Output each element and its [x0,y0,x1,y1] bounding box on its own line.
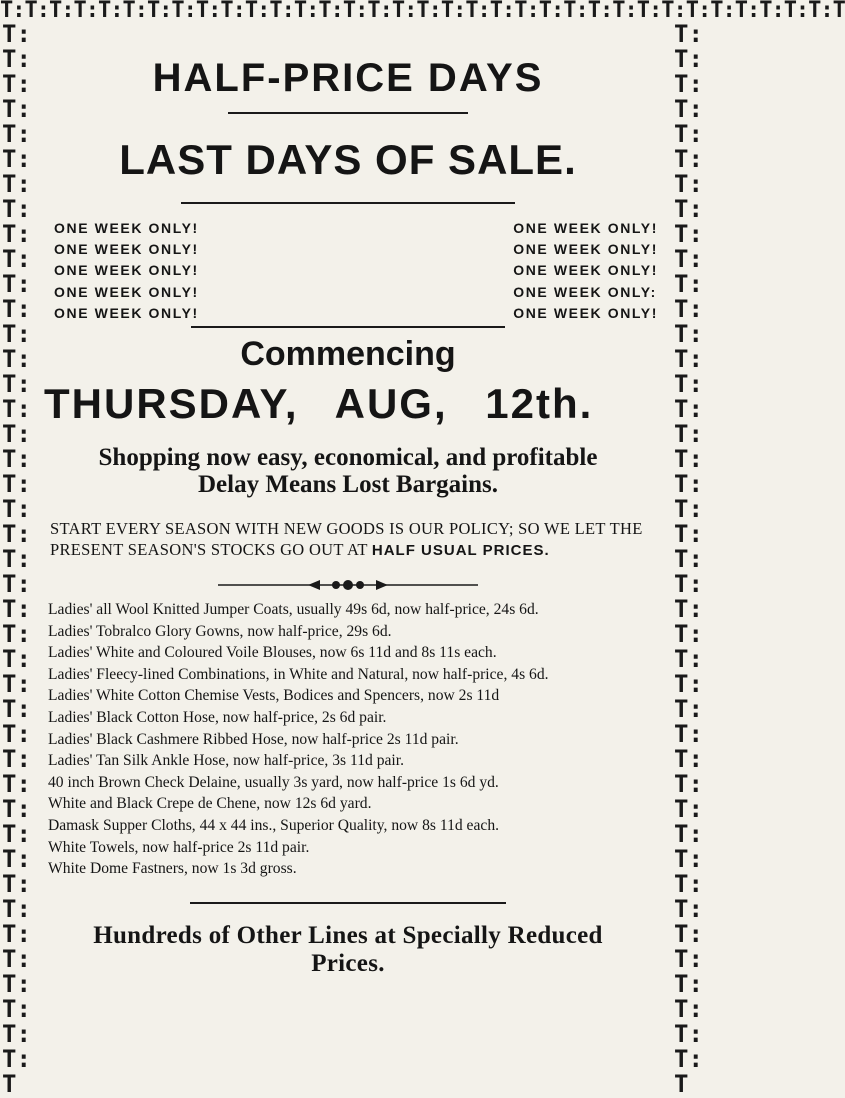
divider [228,112,468,114]
list-item: White Towels, now half-price 2s 11d pair. [48,838,310,856]
headline-title: HALF-PRICE DAYS [152,56,544,100]
shopping-slogan [34,444,662,498]
shopping-line: Shopping now easy, economical, and profitable [98,444,598,472]
list-item: Ladies' all Wool Knitted Jumper Coats, usually 49s 6d, now half-price, 24s 6d. [48,601,539,619]
list-item: 40 inch Brown Check Delaine, usually 3s yard, now half-price 1s 6d yd. [48,773,499,791]
one-week-line: ONE WEEK ONLY! [54,241,199,258]
policy-text: START EVERY SEASON WITH NEW GOODS IS OUR POLICY; SO WE LET THE PRESENT SEASON'S STOCKS GO OUT AT [50,519,643,560]
ornament-divider-icon [198,577,498,593]
list-item: Ladies' White Cotton Chemise Vests, Bodices and Spencers, now 2s 11d [48,687,500,705]
divider [191,326,505,328]
list-item: White and Black Crepe de Chene, now 12s 6d yard. [48,795,372,813]
list-item: White Dome Fastners, now 1s 3d gross. [48,860,297,878]
one-week-line: ONE WEEK ONLY! [54,220,199,236]
one-week-line: ONE WEEK ONLY! [513,304,658,321]
headline-subtitle: LAST DAYS OF SALE. [119,136,577,183]
shopping-line: Delay Means Lost Bargains. [198,471,498,499]
list-item: Ladies' Tobralco Glory Gowns, now half-price, 29s 6d. [48,622,392,640]
commencing-heading: Commencing [240,335,456,374]
one-week-line: ONE WEEK ONLY! [513,262,658,279]
one-week-line: ONE WEEK ONLY! [513,241,658,258]
one-week-line: ONE WEEK ONLY! [54,304,199,321]
closing-line: Prices. [311,949,385,977]
border-right: T:T:T:T:T:T:T:T:T:T:T:T:T:T:T:T:T:T:T:T:T:T:T:T:T:T:T:T:T:T:T:T:T:T:T:T:T:T:T:T:T:T:T [674,20,703,1098]
list-item: Ladies' Black Cotton Hose, now half-price, 2s 6d pair. [48,708,387,726]
item-list [34,599,662,880]
one-week-line: ONE WEEK ONLY: [513,283,657,300]
border-left: T:T:T:T:T:T:T:T:T:T:T:T:T:T:T:T:T:T:T:T:T:T:T:T:T:T:T:T:T:T:T:T:T:T:T:T:T:T:T:T:T:T:T [2,20,31,1098]
one-week-block [34,218,662,324]
divider [181,202,515,204]
one-week-right [513,218,658,324]
border-top: T:T:T:T:T:T:T:T:T:T:T:T:T:T:T:T:T:T:T:T:T:T:T:T:T:T:T:T:T:T:T:T:T:T:T [0,0,845,23]
list-item: Damask Supper Cloths, 44 x 44 ins., Superior Quality, now 8s 11d each. [48,816,500,834]
divider [190,902,506,904]
advertisement [34,28,662,978]
list-item: Ladies' Tan Silk Ankle Hose, now half-price, 3s 11d pair. [48,752,404,770]
closing-line: Hundreds of Other Lines at Specially Reduced [93,921,603,949]
one-week-line: ONE WEEK ONLY! [54,262,199,279]
list-item: Ladies' Black Cashmere Ribbed Hose, now half-price 2s 11d pair. [48,730,459,748]
one-week-left [54,218,199,324]
policy-statement [34,518,662,561]
one-week-line: ONE WEEK ONLY! [513,220,658,236]
list-item: Ladies' White and Coloured Voile Blouses, now 6s 11d and 8s 11s each. [48,644,497,662]
closing-statement [34,922,662,978]
one-week-line: ONE WEEK ONLY! [54,283,199,300]
sale-date: THURSDAY, AUG, 12th. [44,380,594,428]
list-item: Ladies' Fleecy-lined Combinations, in White and Natural, now half-price, 4s 6d. [48,665,549,683]
policy-emphasis: HALF USUAL PRICES. [371,542,550,560]
